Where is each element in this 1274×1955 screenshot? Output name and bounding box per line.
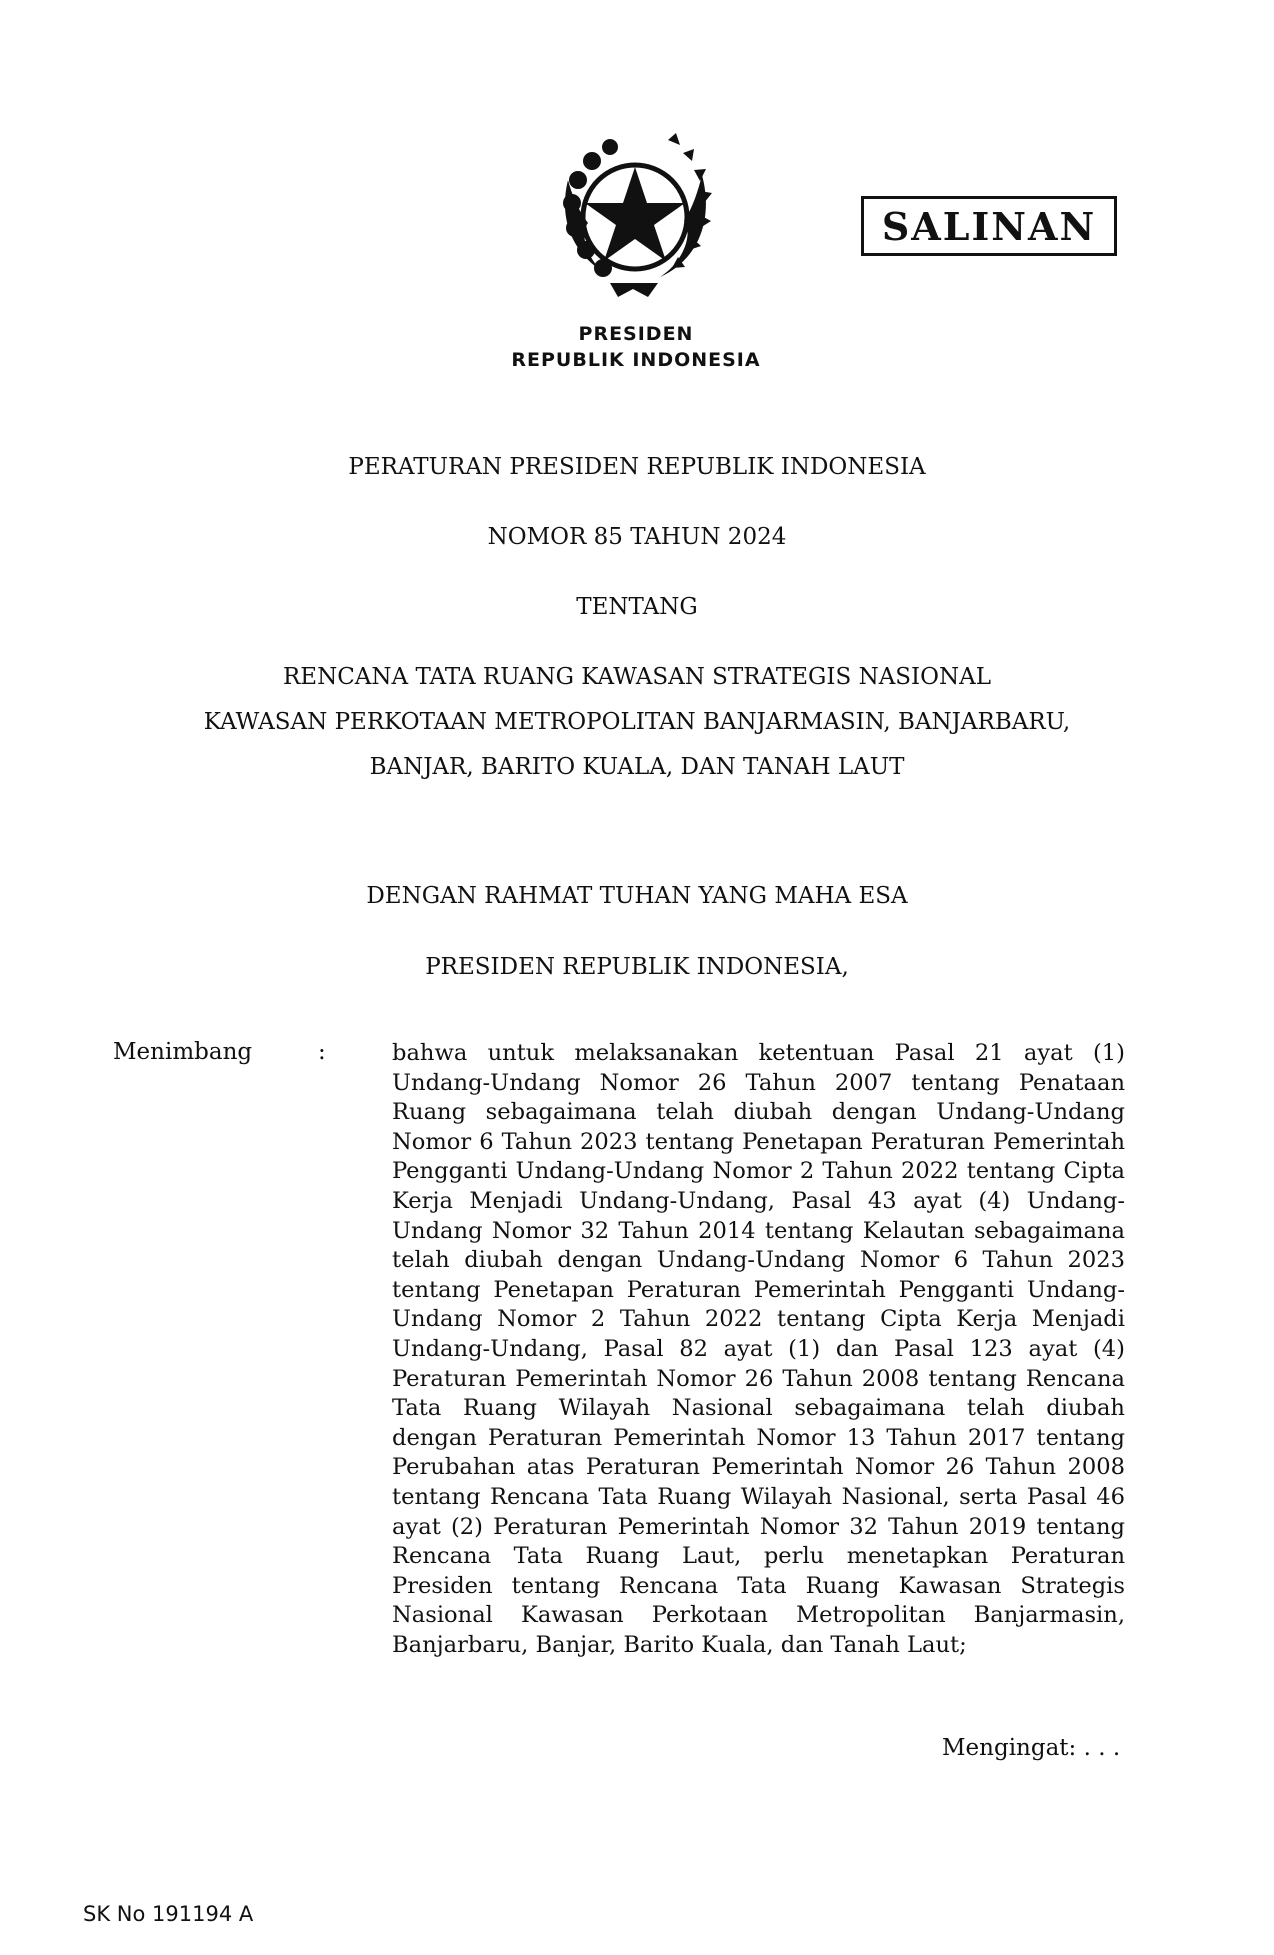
issuer-line-2: REPUBLIK INDONESIA: [511, 349, 761, 371]
regulation-number: NOMOR 85 TAHUN 2024: [487, 524, 787, 550]
regulation-about: TENTANG: [576, 594, 698, 620]
garuda-emblem-icon: [548, 125, 718, 305]
considering-colon: :: [318, 1039, 326, 1065]
salinan-stamp: SALINAN: [861, 196, 1117, 256]
regulation-subject-line-3: BANJAR, BARITO KUALA, DAN TANAH LAUT: [369, 754, 905, 780]
regulation-type: PERATURAN PRESIDEN REPUBLIK INDONESIA: [348, 454, 926, 480]
document-code: SK No 191194 A: [83, 1902, 254, 1926]
page-catchword: Mengingat: . . .: [942, 1735, 1121, 1761]
issuer-line-1: PRESIDEN: [578, 323, 694, 345]
invocation: DENGAN RAHMAT TUHAN YANG MAHA ESA: [366, 883, 908, 909]
considering-label: Menimbang: [113, 1039, 253, 1065]
authority: PRESIDEN REPUBLIK INDONESIA,: [425, 954, 849, 980]
regulation-subject-line-2: KAWASAN PERKOTAAN METROPOLITAN BANJARMASIN, BANJARBARU,: [203, 709, 1071, 735]
considering-text: bahwa untuk melaksanakan ketentuan Pasal 21 ayat (1) Undang-Undang Nomor 26 Tahun 2007 tentang Penataan Ruang sebagaimana telah diubah dengan Undang-Undang Nomor 6 Tahun 2023 tentang Penetapan Peraturan Pemerintah Pengganti Undang-Undang Nomor 2 Tahun 2022 tentang Cipta Kerja Menjadi Undang-Undang, Pasal 43 ayat (4) Undang-Undang Nomor 32 Tahun 2014 tentang Kelautan sebagaimana telah diubah dengan Undang-Undang Nomor 6 Tahun 2023 tentang Penetapan Peraturan Pemerintah Pengganti Undang-Undang Nomor 2 Tahun 2022 tentang Cipta Kerja Menjadi Undang-Undang, Pasal 82 ayat (1) dan Pasal 123 ayat (4) Peraturan Pemerintah Nomor 26 Tahun 2008 tentang Rencana Tata Ruang Wilayah Nasional sebagaimana telah diubah dengan Peraturan Pemerintah Nomor 13 Tahun 2017 tentang Perubahan atas Peraturan Pemerintah Nomor 26 Tahun 2008 tentang Rencana Tata Ruang Wilayah Nasional, serta Pasal 46 ayat (2) Peraturan Pemerintah Nomor 32 Tahun 2019 tentang Rencana Tata Ruang Laut, perlu menetapkan Peraturan Presiden tentang Rencana Tata Ruang Kawasan Strategis Nasional Kawasan Perkotaan Metropolitan Banjarmasin, Banjarbaru, Banjar, Barito Kuala, dan Tanah Laut;: [392, 1040, 1125, 1658]
regulation-subject-line-1: RENCANA TATA RUANG KAWASAN STRATEGIS NASIONAL: [282, 664, 992, 690]
